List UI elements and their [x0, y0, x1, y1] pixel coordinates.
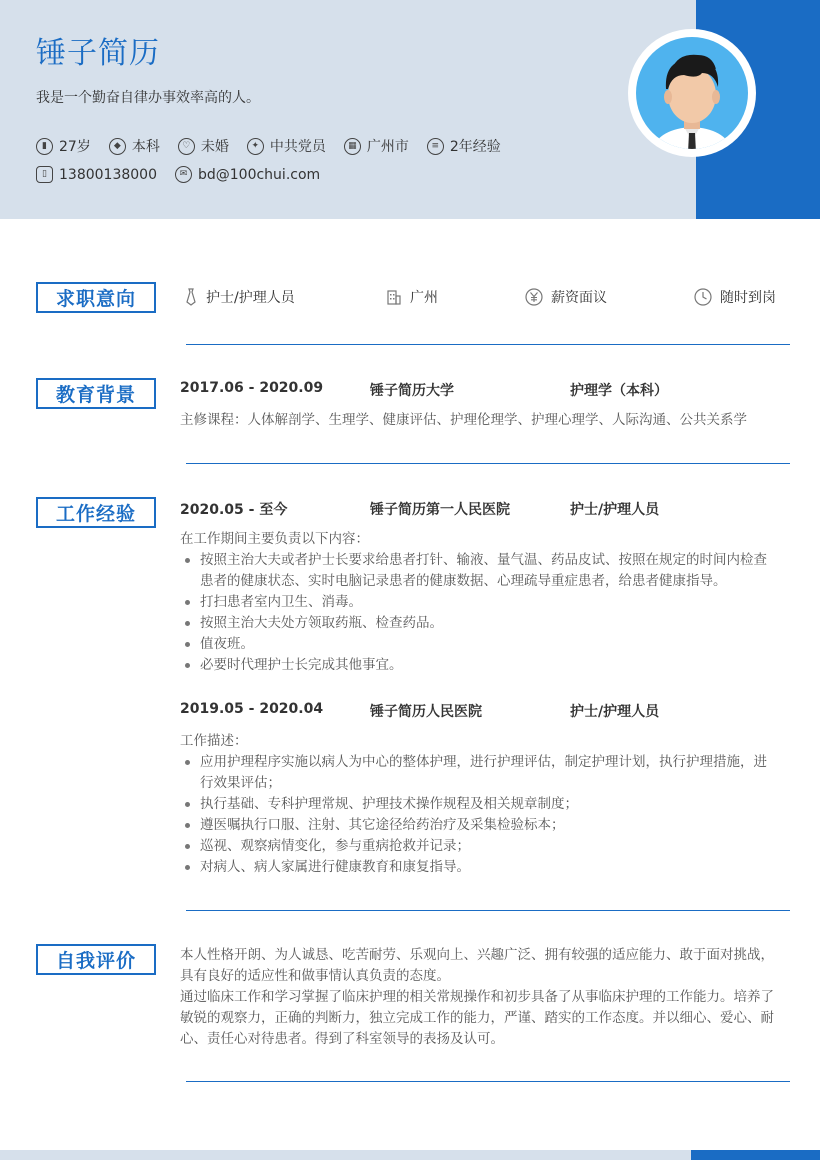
self-evaluation [180, 945, 780, 1050]
section-title-self: 自我评价 [36, 944, 156, 975]
intent-availability: 随时到岗 [694, 287, 776, 307]
experience-icon: ≡ [427, 138, 444, 155]
info-marital: ♡ 未婚 [178, 136, 229, 156]
job-duties-list [180, 752, 780, 878]
list-item: 执行基础、专科护理常规、护理技术操作规程及相关规章制度； [180, 794, 780, 815]
phone-icon: ▯ [36, 166, 53, 183]
list-item: 对病人、病人家属进行健康教育和康复指导。 [180, 857, 780, 878]
city-icon: ▦ [344, 138, 361, 155]
info-phone: ▯ 13800138000 [36, 166, 157, 183]
list-item: 遵医嘱执行口服、注射、其它途径给药治疗及采集检验标本； [180, 815, 780, 836]
basic-info-row [36, 136, 519, 156]
education-period: 2017.06 - 2020.09 [180, 380, 324, 396]
divider [186, 463, 790, 464]
job-company: 锤子简历人民医院 [370, 704, 482, 720]
list-item: 按照主治大夫或者护士长要求给患者打针、输液、量气温、药品皮试、按照在规定的时间内检查患者的健康状态、实时电脑记录患者的健康数据、心理疏导重症患者，给患者健康指导。 [180, 550, 780, 592]
job-position: 护士/护理人员 [570, 704, 660, 720]
resume-name: 锤子简历 [36, 36, 160, 71]
job-period: 2020.05 - 至今 [180, 502, 288, 518]
education-icon: ◆ [109, 138, 126, 155]
education-major: 护理学（本科） [570, 383, 668, 399]
divider [186, 344, 790, 345]
avatar [628, 29, 756, 157]
job-period: 2019.05 - 2020.04 [180, 701, 324, 717]
list-item: 打扫患者室内卫生、消毒。 [180, 592, 780, 613]
party-icon: ✦ [247, 138, 264, 155]
list-item: 必要时代理护士长完成其他事宜。 [180, 655, 780, 676]
job-position: 护士/护理人员 [570, 502, 660, 518]
avatar-icon [628, 29, 756, 157]
self-evaluation-p1: 本人性格开朗、为人诚恳、吃苦耐劳、乐观向上、兴趣广泛、拥有较强的适应能力、敢于面对挑战，具有良好的适应性和做事情认真负责的态度。 [180, 947, 774, 984]
job-duties-list [180, 550, 780, 676]
contact-row [36, 166, 338, 183]
list-item: 应用护理程序实施以病人为中心的整体护理，进行护理评估，制定护理计划，执行护理措施，进行效果评估； [180, 752, 780, 794]
info-party: ✦ 中共党员 [247, 136, 326, 156]
job-intro: 工作描述： [180, 733, 248, 749]
section-title-intent: 求职意向 [36, 282, 156, 313]
list-item: 值夜班。 [180, 634, 780, 655]
divider [186, 910, 790, 911]
building-icon [386, 289, 402, 305]
list-item: 按照主治大夫处方领取药瓶、检查药品。 [180, 613, 780, 634]
education-courses: 主修课程：人体解剖学、生理学、健康评估、护理伦理学、护理心理学、人际沟通、公共关系学 [180, 412, 747, 428]
job-company: 锤子简历第一人民医院 [370, 502, 510, 518]
section-title-education: 教育背景 [36, 378, 156, 409]
info-age: ▮ 27岁 [36, 136, 91, 156]
clock-icon [694, 288, 712, 306]
marital-icon: ♡ [178, 138, 195, 155]
info-education: ◆ 本科 [109, 136, 160, 156]
section-title-work: 工作经验 [36, 497, 156, 528]
intent-position: 护士/护理人员 [184, 287, 295, 307]
list-item: 巡视、观察病情变化，参与重病抢救并记录； [180, 836, 780, 857]
age-icon: ▮ [36, 138, 53, 155]
intent-salary: 薪资面议 [525, 287, 607, 307]
info-city: ▦ 广州市 [344, 136, 409, 156]
footer-bar [0, 1150, 691, 1160]
email-icon: ✉ [175, 166, 192, 183]
self-evaluation-p2: 通过临床工作和学习掌握了临床护理的相关常规操作和初步具备了从事临床护理的工作能力。培养了敏锐的观察力，正确的判断力，独立完成工作的能力，严谨、踏实的工作态度。并以细心、爱心、耐心、责任心对待患者。得到了科室领导的表扬及认可。 [180, 989, 774, 1047]
info-email: ✉ bd@100chui.com [175, 166, 320, 183]
tie-icon [184, 288, 198, 306]
tagline: 我是一个勤奋自律办事效率高的人。 [36, 90, 260, 106]
education-school: 锤子简历大学 [370, 383, 454, 399]
footer-accent [691, 1150, 820, 1160]
yuan-icon [525, 288, 543, 306]
info-experience: ≡ 2年经验 [427, 136, 501, 156]
divider [186, 1081, 790, 1082]
intent-city: 广州 [386, 287, 438, 307]
job-intro: 在工作期间主要负责以下内容： [180, 531, 369, 547]
